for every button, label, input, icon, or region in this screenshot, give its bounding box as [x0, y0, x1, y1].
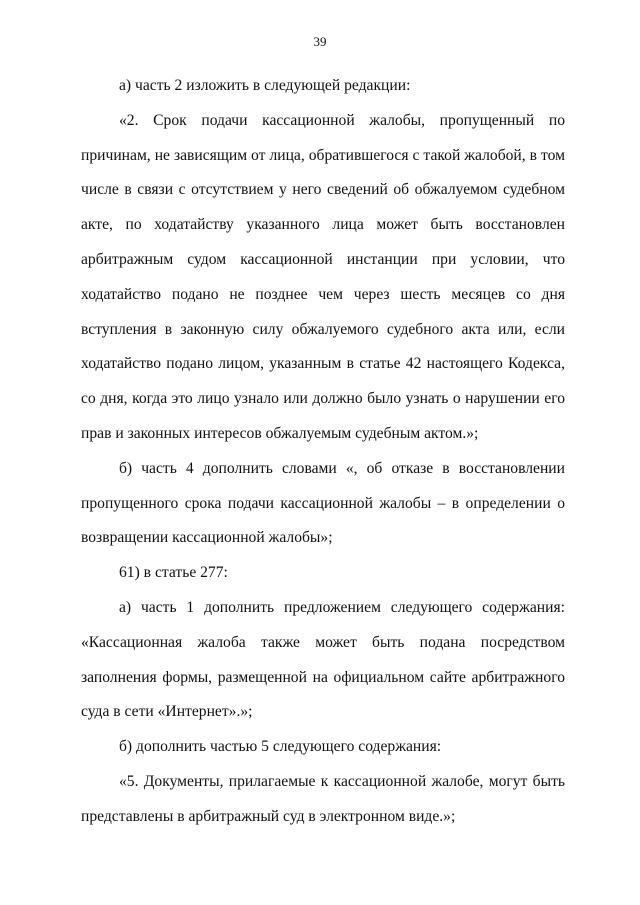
- document-body: [81, 69, 565, 835]
- paragraph-amend-part-1: а) часть 1 дополнить предложением следующего содержания: «Кассационная жалоба также может быть подана посредством заполнения формы, размещенной на официальном сайте арбитражного суда в сети «Интернет».»;: [81, 598, 565, 721]
- page-number: 39: [313, 34, 327, 49]
- paragraph-add-part-5: б) дополнить частью 5 следующего содержания:: [119, 738, 442, 756]
- paragraph-new-part-2-text: «2. Срок подачи кассационной жалобы, пропущенный по причинам, не зависящим от лица, обратившегося с такой жалобой, в том числе в связи с отсутствием у него сведений об обжалуемом судебном акте, по ходатайству указанного лица может быть восстановлен арбитражным судом кассационной инстанции при условии, что ходатайство подано не позднее чем через шесть месяцев со дня вступления в законную силу обжалуемого судебного акта или, если ходатайство подано лицом, указанным в статье 42 настоящего Кодекса, со дня, когда это лицо узнало или должно было узнать о нарушении его прав и законных интересов обжалуемым судебным актом.»;: [81, 111, 565, 442]
- paragraph-item-61: 61) в статье 277:: [119, 564, 228, 582]
- paragraph-new-part-5-text: «5. Документы, прилагаемые к кассационной жалобе, могут быть представлены в арбитражный суд в электронном виде.»;: [81, 772, 565, 825]
- paragraph-amend-part-4: б) часть 4 дополнить словами «, об отказе в восстановлении пропущенного срока подачи кассационной жалобы – в определении о возвращении кассационной жалобы»;: [81, 459, 565, 547]
- paragraph-amend-part-2: а) часть 2 изложить в следующей редакции:: [119, 77, 411, 94]
